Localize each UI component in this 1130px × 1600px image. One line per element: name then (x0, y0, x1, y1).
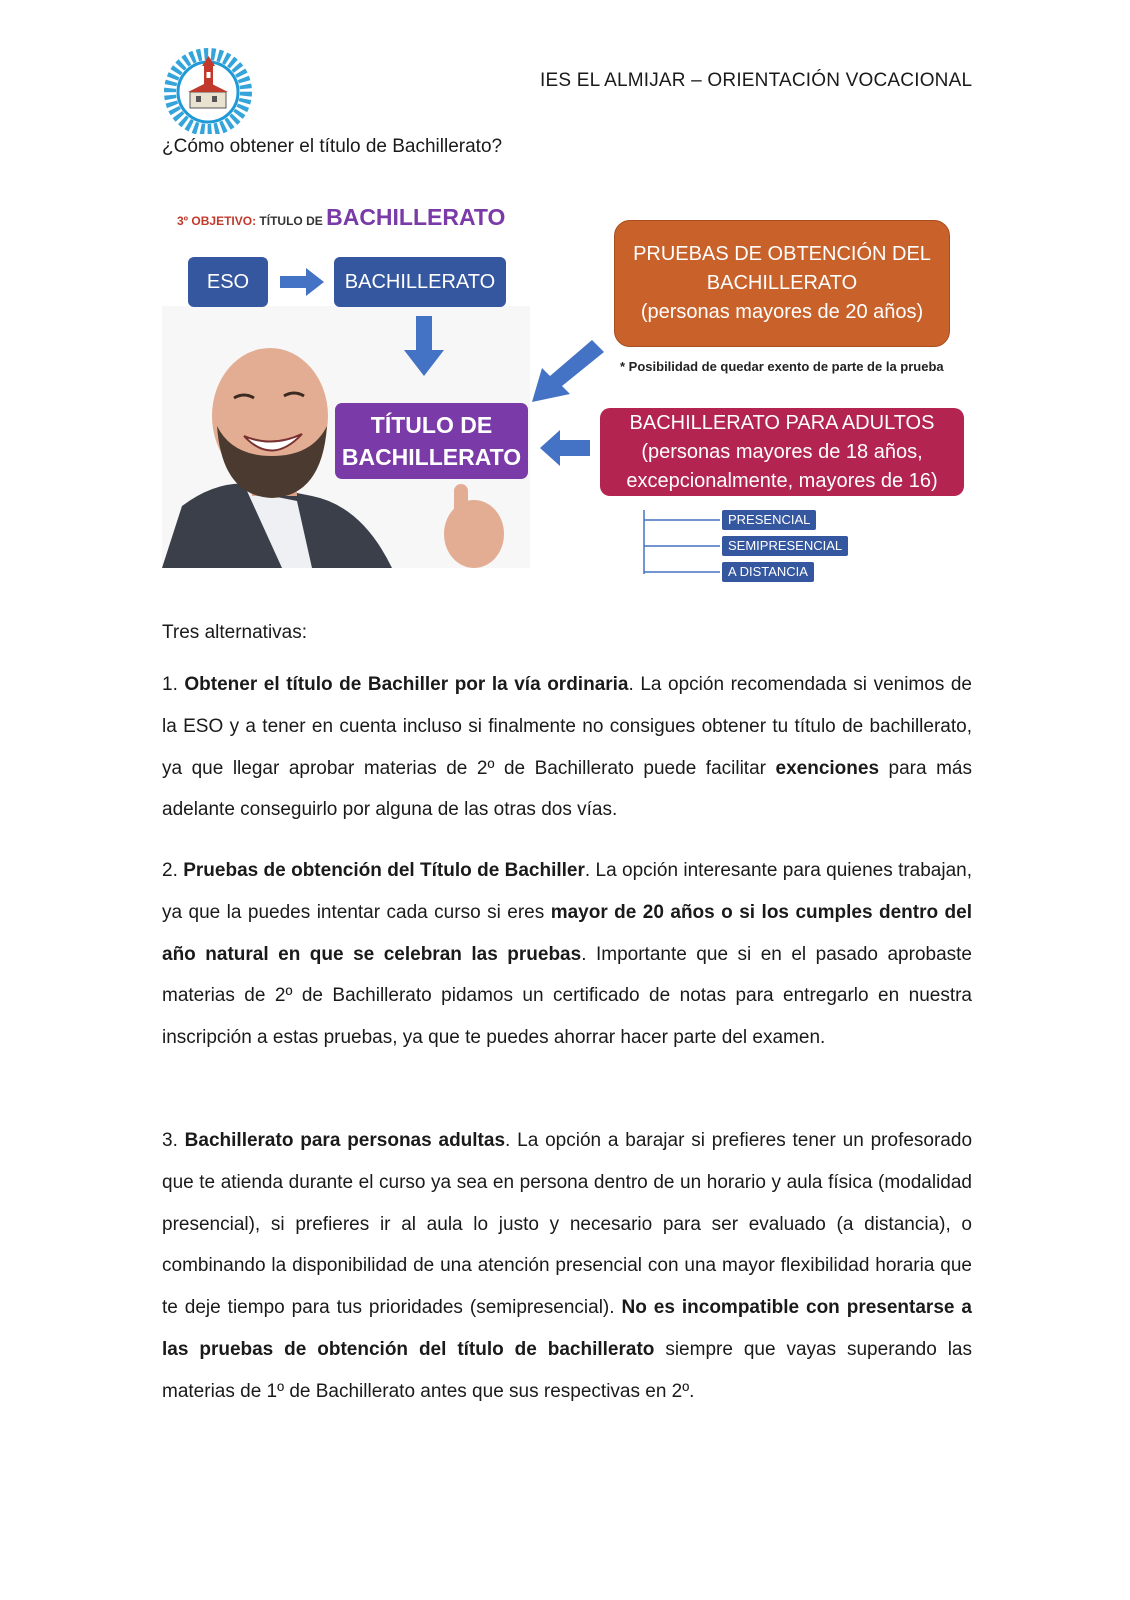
eso-box: ESO (188, 257, 268, 307)
p1-bold-2: exenciones (775, 757, 880, 779)
p2-number: 2. (162, 860, 184, 881)
objective-heading (177, 204, 505, 231)
objective-label: 3º OBJETIVO: (177, 214, 257, 228)
adultos-line-1: BACHILLERATO PARA ADULTOS (629, 411, 935, 434)
modalidad-a-distancia: A DISTANCIA (722, 562, 814, 582)
bachillerato-box: BACHILLERATO (334, 257, 506, 307)
adultos-line-3: excepcionalmente, mayores de 16) (626, 469, 938, 492)
objective-big-text: BACHILLERATO (326, 204, 506, 230)
modalidad-presencial: PRESENCIAL (722, 510, 816, 530)
p2-bold-1: Pruebas de obtención del Título de Bachiller (183, 860, 585, 881)
paragraph-1 (162, 664, 972, 831)
p3-bold-2: No es incompatible con presentarse a las pruebas de obtención del título de bachillerato (162, 1297, 972, 1360)
pruebas-line-3: (personas mayores de 20 años) (640, 301, 924, 323)
p2-text-2: . Importante que si en el pasado aprobaste materias de 2º de Bachillerato pidamos un certificado de notas para entregarlo en nuestra inscripción a estas pruebas, ya que te puedes ahorrar hacer parte del examen. (162, 943, 972, 1049)
arrow-right-icon (280, 268, 324, 296)
p3-text-1: . La opción a barajar si prefieres tener un profesorado que te atienda durante el curso ya sea en persona dentro de un horario y aula física (modalidad presencial), si prefieres ir al aula lo justo y necesario para ser evaluado (a distancia), o combinando la disponibilidad de una atención presencial con una mayor flexibilidad horaria que te deje tiempo para tus prioridades (semipresencial). (162, 1130, 973, 1319)
p1-bold-1: Obtener el título de Bachiller por la vía ordinaria (184, 674, 629, 695)
exemption-note: * Posibilidad de quedar exento de parte de la prueba (620, 359, 944, 374)
p3-number: 3. (162, 1130, 185, 1151)
arrow-diagonal-icon (532, 340, 604, 402)
page-subtitle: ¿Cómo obtener el título de Bachillerato? (162, 136, 503, 157)
pruebas-line-1: PRUEBAS DE OBTENCIÓN DEL (633, 243, 931, 265)
arrow-down-icon (404, 316, 444, 376)
p1-text-2: para más adelante conseguirlo por alguna de las otras dos vías. (162, 757, 973, 821)
titulo-line-1: TÍTULO DE (370, 412, 493, 438)
objective-small-text: TÍTULO DE (259, 214, 323, 228)
pruebas-box (614, 220, 950, 347)
p2-text-1: . La opción interesante para quienes trabajan, ya que la puedes intentar cada curso si eres (162, 860, 973, 923)
p1-text-1: . La opción recomendada si venimos de la ESO y a tener en cuenta incluso si finalmente no consigues obtener tu título de bachillerato, ya que llegar aprobar materias de 2º de Bachillerato puede facilitar (162, 674, 973, 779)
paragraph-3 (162, 1120, 972, 1413)
pruebas-line-2: BACHILLERATO (706, 272, 858, 294)
adultos-line-2: (personas mayores de 18 años, (641, 440, 923, 463)
adultos-box (600, 408, 964, 496)
intro-text: Tres alternativas: (162, 622, 308, 643)
paragraph-2 (162, 850, 972, 1059)
p1-number: 1. (162, 674, 185, 695)
titulo-bachillerato-box (335, 403, 528, 479)
arrow-left-icon (540, 430, 590, 466)
p3-text-2: siempre que vayas superando las materias de 1º de Bachillerato antes que sus respectivas en 2º. (162, 1338, 972, 1402)
titulo-line-2: BACHILLERATO (341, 444, 522, 470)
header-title: IES EL ALMIJAR – ORIENTACIÓN VOCACIONAL (540, 70, 973, 91)
school-logo (160, 48, 256, 134)
p2-bold-2: mayor de 20 años o si los cumples dentro del año natural en que se celebran las pruebas (162, 901, 972, 965)
modalidad-semipresencial: SEMIPRESENCIAL (722, 536, 848, 556)
modalidades-bracket (640, 506, 724, 578)
p3-bold-1: Bachillerato para personas adultas (184, 1130, 506, 1151)
